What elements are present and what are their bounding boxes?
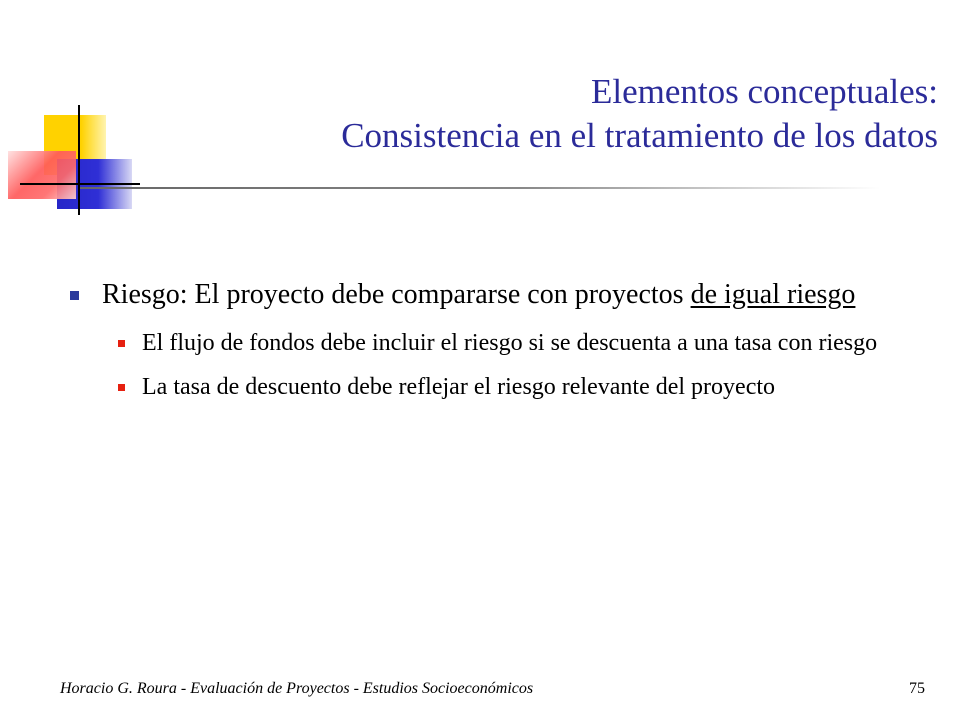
sub-bullet-text: La tasa de descuento debe reflejar el riesgo relevante del proyecto <box>142 374 776 400</box>
title-underline-rule <box>80 187 880 189</box>
sub-bullet-item <box>118 326 914 360</box>
main-bullet-item <box>70 274 922 316</box>
slide-content <box>70 274 930 404</box>
slide-title <box>178 70 938 158</box>
vertical-line-shape <box>78 105 80 215</box>
page-number: 75 <box>909 680 925 697</box>
decorative-logo <box>0 95 140 220</box>
sub-bullet-text: El flujo de fondos debe incluir el riesgo si se descuenta a una tasa con riesgo <box>142 330 878 356</box>
sub-bullet-item <box>118 370 914 404</box>
main-bullet-underlined-text: de igual riesgo <box>690 279 856 310</box>
title-line-1: Elementos conceptuales: <box>591 72 938 111</box>
square-bullet-icon <box>118 340 125 347</box>
title-line-2: Consistencia en el tratamiento de los datos <box>341 116 938 155</box>
main-bullet-text: Riesgo: El proyecto debe compararse con proyectos <box>102 279 691 310</box>
square-bullet-icon <box>118 384 125 391</box>
footer-text: Horacio G. Roura - Evaluación de Proyectos - Estudios Socioeconómicos <box>60 680 534 697</box>
red-square-shape <box>8 151 76 199</box>
square-bullet-icon <box>70 291 79 300</box>
horizontal-line-shape <box>20 183 140 185</box>
